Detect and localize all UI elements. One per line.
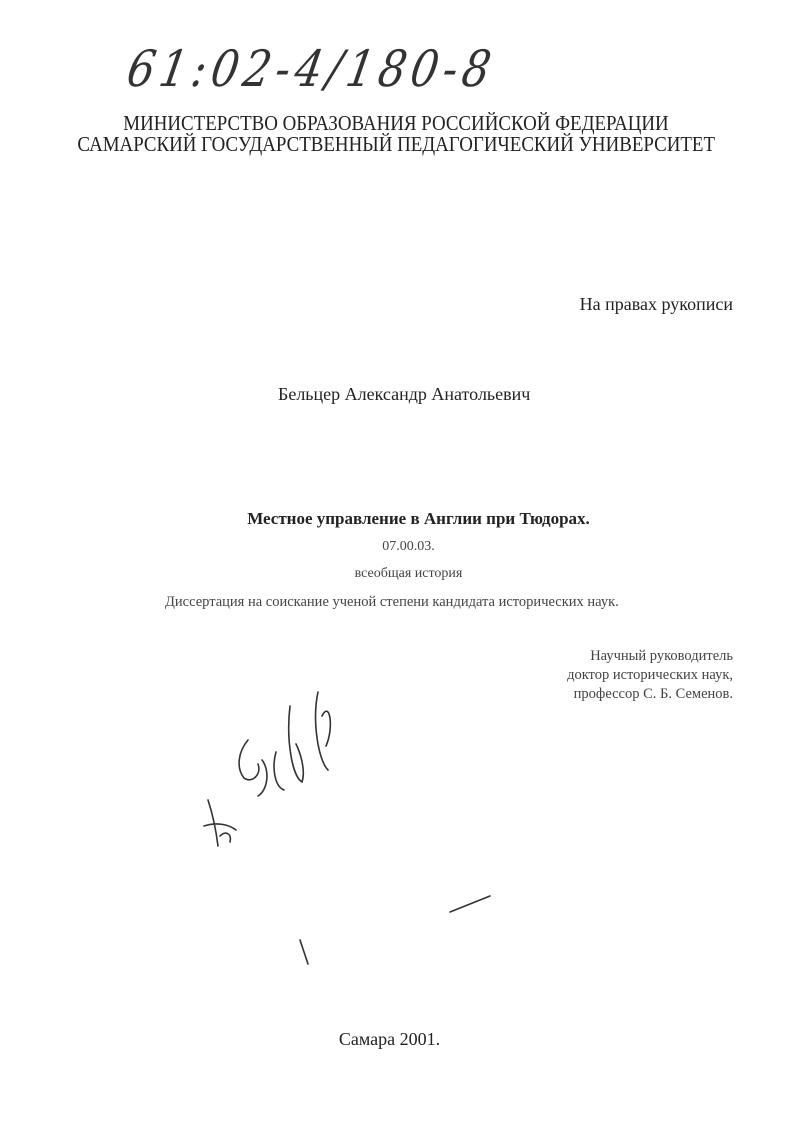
specialty-code: 07.00.03. (382, 539, 435, 554)
supervisor-name: профессор С. Б. Семенов. (573, 686, 733, 702)
place-year: Самара 2001. (338, 1029, 441, 1049)
specialty-name: всеобщая история (354, 566, 463, 581)
dissertation-title: Местное управление в Англии при Тюдорах. (247, 509, 590, 528)
ministry-heading-text: МИНИСТЕРСТВО ОБРАЗОВАНИЯ РОССИЙСКОЙ ФЕДЕРАЦИИ (123, 111, 670, 135)
supervisor-role: Научный руководитель (590, 648, 733, 664)
handwritten-catalog-code: 61:02-4/180-8 (122, 40, 501, 98)
university-heading-text: САМАРСКИЙ ГОСУДАРСТВЕННЫЙ ПЕДАГОГИЧЕСКИЙ УНИВЕРСИТЕТ (77, 132, 716, 156)
signature (239, 692, 330, 796)
degree-statement: Диссертация на соискание ученой степени кандидата исторических наук. (165, 594, 619, 610)
manuscript-note: На правах рукописи (579, 294, 733, 314)
stray-line (450, 896, 490, 912)
supervisor-degree: доктор исторических наук, (567, 667, 733, 683)
author-name: Бельцер Александр Анатольевич (278, 384, 531, 404)
stray-line (300, 940, 308, 964)
initial-mark (204, 800, 236, 846)
